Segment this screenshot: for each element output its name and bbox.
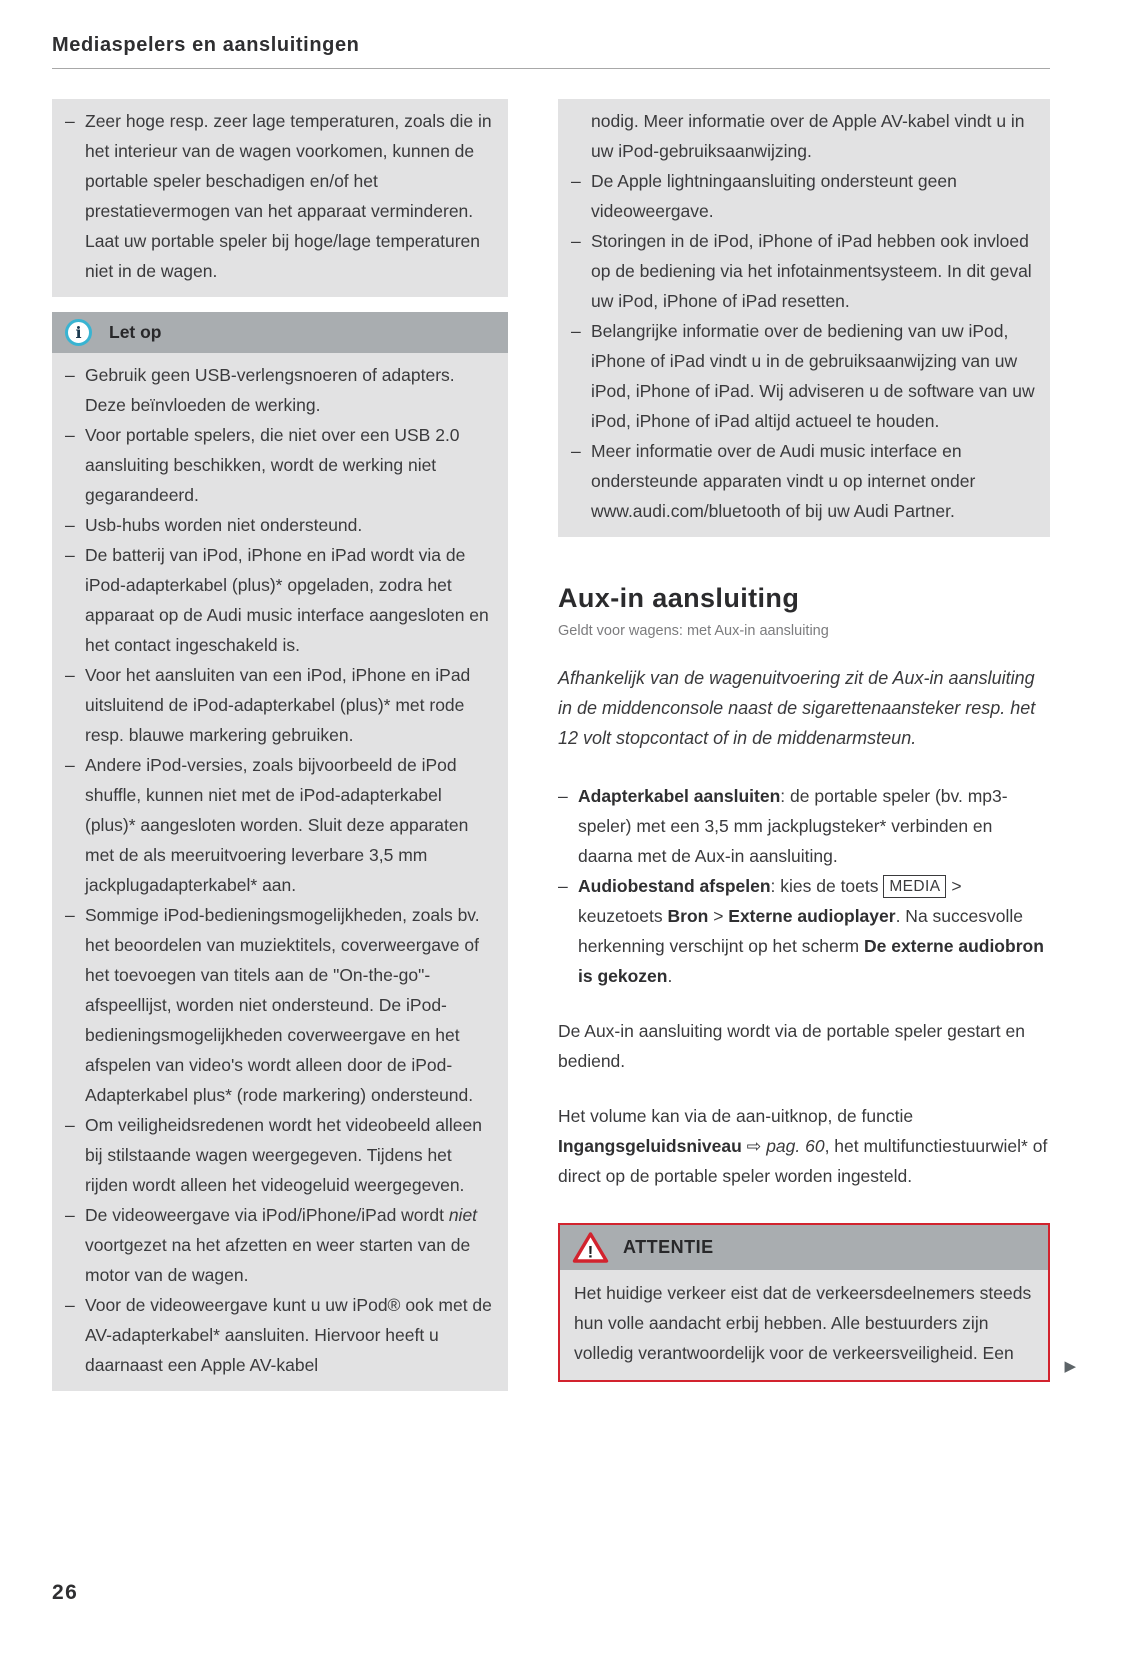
note-body-continued	[558, 99, 1050, 537]
text-segment: >	[708, 906, 729, 926]
note-title: Let op	[109, 322, 162, 342]
text-segment: : de portable speler (bv. mp3-speler) met een 3,5 mm jackplugsteker* verbinden en daarna met de Aux-in aansluiting.	[578, 786, 1008, 866]
note-header	[52, 312, 508, 353]
paragraph-volume	[558, 1101, 1050, 1191]
attention-box-wrapper	[558, 1223, 1076, 1382]
text-segment: : kies de toets	[770, 876, 884, 896]
list-item: – Voor het aansluiten van een iPod, iPhone en iPad uitsluitend de iPod-adapterkabel (plus)* met rode resp. blauwe markering gebruiken.	[65, 660, 494, 750]
list-item: – Andere iPod-versies, zoals bijvoorbeeld de iPod shuffle, kunnen niet met de iPod-adapterkabel (plus)* aangesloten worden. Sluit deze apparaten met de als meeruitvoering leverbare 3,5 mm jackplugadapterkabel* aan.	[65, 750, 494, 900]
page-title: Mediaspelers en aansluitingen	[52, 34, 1050, 69]
list-item: – Om veiligheidsredenen wordt het videobeeld alleen bij stilstaande wagen weergegeven. Tijdens het rijden wordt alleen het videogeluid weergegeven.	[65, 1110, 494, 1200]
list-item: – Storingen in de iPod, iPhone of iPad hebben ook invloed op de bediening via het infotainmentsysteem. In dit geval uw iPod, iPhone of iPad resetten.	[571, 226, 1036, 316]
note-box-letop	[52, 312, 508, 1391]
page-number: 26	[52, 1581, 79, 1604]
list-item: – De batterij van iPod, iPhone en iPad wordt via de iPod-adapterkabel (plus)* opgeladen, zodra het apparaat op de Audi music interface aangesloten en het contact ingeschakeld is.	[65, 540, 494, 660]
attention-box	[558, 1223, 1050, 1382]
list-item: – Belangrijke informatie over de bediening van uw iPod, iPhone of iPad vindt u in de gebruiksaanwijzing van uw iPod, iPhone of iPad. Wij adviseren u de software van uw iPod, iPhone of iPad altijd actueel te houden.	[571, 316, 1036, 436]
list-item: – Zeer hoge resp. zeer lage temperaturen, zoals die in het interieur van de wagen voorkomen, kunnen de portable speler beschadigen en/of het prestatievermogen van het apparaat verminderen. Laat uw portable speler bij hoge/lage temperaturen niet in de wagen.	[65, 106, 494, 286]
screen-message: De externe audiobron is gekozen	[578, 936, 1044, 986]
continuation-arrow-icon: ▶	[1064, 1358, 1076, 1375]
intro-paragraph: Afhankelijk van de wagenuitvoering zit de Aux-in aansluiting in de middenconsole naast de sigarettenaansteker resp. het 12 volt stopcontact of in de middenarmsteun.	[558, 668, 1036, 748]
list-item: – Voor portable spelers, die niet over een USB 2.0 aansluiting beschikken, wordt de werking niet gegarandeerd.	[65, 420, 494, 510]
two-column-layout	[52, 99, 1076, 1391]
info-icon: i	[65, 319, 92, 346]
list-item: – Gebruik geen USB-verlengsnoeren of adapters. Deze beïnvloeden de werking.	[65, 360, 494, 420]
bold-lead: Adapterkabel aansluiten	[578, 786, 781, 806]
note-body	[52, 353, 508, 1391]
text-segment: De videoweergave via iPod/iPhone/iPad wordt	[85, 1205, 449, 1225]
continuation-text: nodig. Meer informatie over de Apple AV-kabel vindt u in uw iPod-gebruiksaanwijzing.	[591, 111, 1025, 161]
attention-body: Het huidige verkeer eist dat de verkeersdeelnemers steeds hun volle aandacht erbij hebben. Alle bestuurders zijn volledig verantwoordelijk voor de verkeersveiligheid. Een	[560, 1270, 1048, 1380]
list-item: – De Apple lightningaansluiting ondersteunt geen videoweergave.	[571, 166, 1036, 226]
warning-triangle-icon	[572, 1231, 609, 1264]
text-segment: Het volume kan via de aan-uitknop, de functie	[558, 1106, 914, 1126]
text-segment: voortgezet na het afzetten en weer starten van de motor van de wagen.	[85, 1235, 471, 1285]
list-item: – Voor de videoweergave kunt u uw iPod® ook met de AV-adapterkabel* aansluiten. Hiervoor heeft u daarnaast een Apple AV-kabel	[65, 1290, 494, 1380]
attention-title: ATTENTIE	[623, 1237, 714, 1257]
carryover-note	[52, 99, 508, 297]
page-content	[52, 34, 1076, 1391]
paragraph-aux-start: De Aux-in aansluiting wordt via de portable speler gestart en bediend.	[558, 1021, 1025, 1071]
attention-header	[560, 1225, 1048, 1270]
left-column	[52, 99, 508, 1391]
text-segment: . Na succesvolle herkenning verschijnt op het scherm	[578, 906, 1023, 956]
bullet-adapterkabel	[558, 781, 1050, 871]
text-segment: , het multifunctiestuurwiel* of direct op de portable speler worden ingesteld.	[558, 1136, 1048, 1186]
list-item: – Sommige iPod-bedieningsmogelijkheden, zoals bv. het beoordelen van muziektitels, coverweergave of het toevoegen van titels aan de "On-the-go"-afspeellijst, worden niet ondersteund. De iPod-bedieningsmogelijkheden coverweergave en het afspelen van video's wordt alleen door de iPod-Adapterkabel plus* (rode markering) ondersteund.	[65, 900, 494, 1110]
right-column	[558, 99, 1076, 1391]
list-item: – Usb-hubs worden niet ondersteund.	[65, 510, 494, 540]
list-item: – Meer informatie over de Audi music interface en ondersteunde apparaten vindt u op internet onder www.audi.com/bluetooth of bij uw Audi Partner.	[571, 436, 1036, 526]
function-name: Ingangsgeluidsniveau	[558, 1136, 742, 1156]
arrow-reference-icon: ⇨	[741, 1136, 767, 1156]
applies-to-note: Geldt voor wagens: met Aux-in aansluiting	[558, 623, 829, 639]
media-key: MEDIA	[883, 875, 946, 898]
emphasized-word: niet	[448, 1205, 478, 1225]
aux-bullet-list	[558, 781, 1050, 991]
list-item	[65, 1200, 494, 1290]
bullet-audiobestand	[558, 871, 1050, 991]
page-reference: pag. 60	[766, 1136, 825, 1156]
warning-exclamation: !	[587, 1242, 594, 1262]
menu-item-externe-audioplayer: Externe audioplayer	[728, 906, 896, 926]
text-segment: > keuzetoets	[578, 876, 962, 926]
menu-item-bron: Bron	[667, 906, 709, 926]
bold-lead: Audiobestand afspelen	[578, 876, 771, 896]
section-heading-aux-in: Aux-in aansluiting	[558, 583, 800, 613]
text-segment: .	[667, 966, 673, 986]
